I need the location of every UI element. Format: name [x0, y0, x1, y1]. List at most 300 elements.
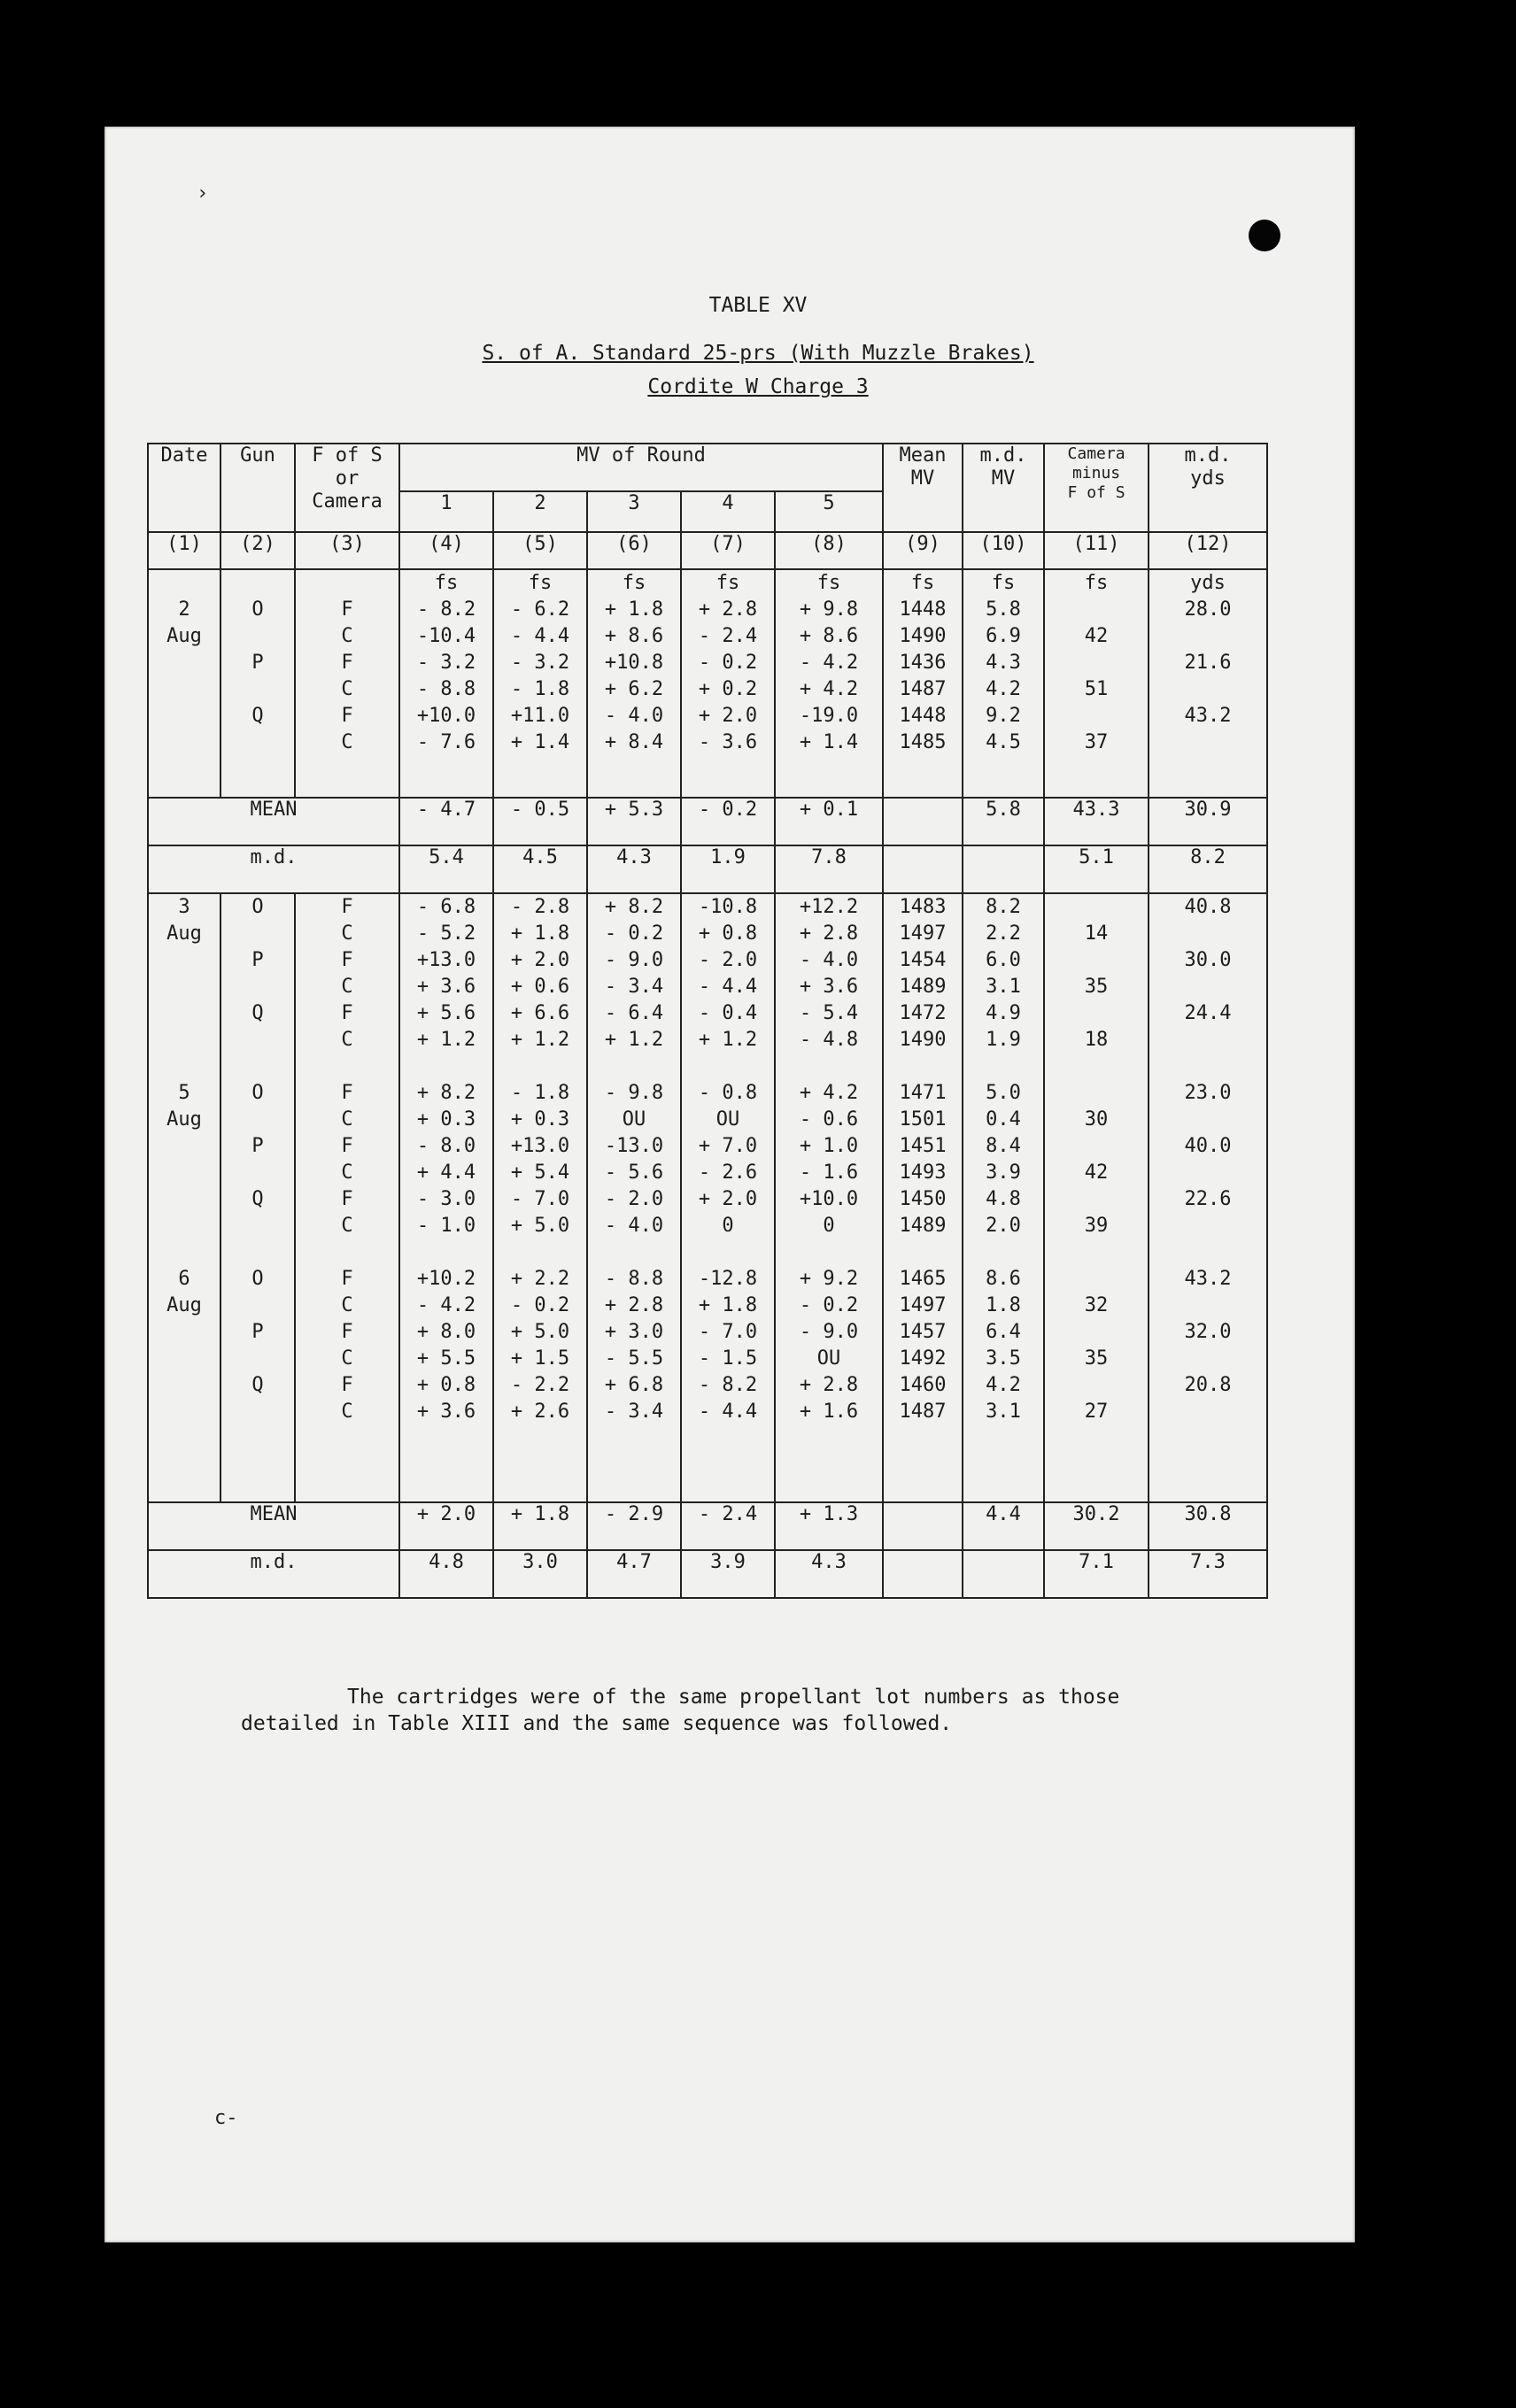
- cell-r2: + 1.5: [510, 1347, 570, 1370]
- cell-r2: + 2.2: [510, 1268, 570, 1290]
- cell-fos: F: [341, 1135, 353, 1157]
- cell-r3: - 5.5: [604, 1347, 664, 1370]
- summary-camera: 30.2: [1044, 1502, 1149, 1550]
- cell-md: 2.0: [986, 1215, 1021, 1237]
- cell-r2: +13.0: [510, 1135, 570, 1157]
- hdr-round-2: 2: [493, 491, 587, 532]
- cell-r2: - 6.2: [510, 598, 570, 621]
- cell-gun: Q: [251, 1374, 264, 1396]
- cell-gun: P: [251, 949, 264, 971]
- cell-r1: +10.2: [416, 1268, 476, 1290]
- cell-r1: +13.0: [416, 949, 476, 971]
- hdr-round-4: 4: [681, 491, 775, 532]
- cell-md: 4.5: [986, 731, 1021, 753]
- cell-yds: 32.0: [1184, 1321, 1232, 1343]
- cell-yds: 24.4: [1184, 1002, 1232, 1024]
- cell-md: 3.9: [986, 1162, 1021, 1184]
- cell-date: [149, 1000, 220, 1027]
- cell-r4: -12.8: [698, 1268, 758, 1290]
- cell-r3: - 5.6: [604, 1162, 664, 1184]
- cell-gun: O: [251, 1268, 264, 1290]
- cell-fos: C: [341, 1215, 353, 1237]
- cell-date: 3: [178, 896, 190, 918]
- cell-r4: + 0.2: [698, 678, 758, 700]
- cell-r2: - 3.2: [510, 652, 570, 674]
- cell-mean: 1471: [899, 1082, 947, 1104]
- cell-md: 6.9: [986, 625, 1021, 647]
- cell-md: 5.8: [986, 598, 1021, 621]
- cell-mean: 1493: [899, 1162, 947, 1184]
- cell-r3: [588, 1054, 680, 1080]
- cell-gun: [221, 1054, 294, 1080]
- summary-round-5: + 0.1: [775, 798, 883, 845]
- cell-r1: - 8.8: [416, 678, 476, 700]
- unit-label: fs: [434, 572, 459, 594]
- cell-gun: O: [251, 598, 264, 621]
- cell-r3: + 8.2: [604, 896, 664, 918]
- cell-mean: 1487: [899, 678, 947, 700]
- cell-r2: + 0.6: [510, 976, 570, 998]
- hdr-round-1: 1: [399, 491, 493, 532]
- cell-gun: Q: [251, 1002, 264, 1024]
- unit-label: fs: [816, 572, 841, 594]
- cell-r5: + 1.6: [799, 1401, 859, 1423]
- cell-r4: - 4.4: [698, 976, 758, 998]
- cell-cam: 30: [1084, 1108, 1109, 1131]
- summary-md-mv: 5.8: [963, 798, 1044, 845]
- unit-label: fs: [910, 572, 935, 594]
- cell-date: [149, 1372, 220, 1399]
- col-fos-cell: [295, 893, 399, 1502]
- col-cam-cell: [1044, 893, 1149, 1502]
- summary-yds: 30.9: [1149, 798, 1267, 845]
- cell-r5: + 2.8: [799, 922, 859, 945]
- cell-r5: + 9.8: [799, 598, 859, 621]
- cell-md: 8.6: [986, 1268, 1021, 1290]
- cell-mean: 1489: [899, 976, 947, 998]
- cell-r1: +10.0: [416, 705, 476, 727]
- summary-camera: 5.1: [1044, 845, 1149, 893]
- cell-cam: 42: [1084, 1162, 1109, 1184]
- cell-yds: [1149, 1107, 1266, 1133]
- cell-gun: O: [251, 1082, 264, 1104]
- cell-cam: 35: [1084, 976, 1109, 998]
- cell-r3: - 4.0: [604, 705, 664, 727]
- cell-date: [149, 1186, 220, 1213]
- cell-gun: [221, 1346, 294, 1372]
- cell-r1: + 8.0: [416, 1321, 476, 1343]
- cell-r4: - 0.8: [698, 1082, 758, 1104]
- cell-r2: - 2.2: [510, 1374, 570, 1396]
- cell-date: [149, 676, 220, 703]
- cell-fos: F: [341, 1002, 353, 1024]
- cell-yds: 30.0: [1184, 949, 1232, 971]
- cell-date: [149, 1239, 220, 1266]
- cell-r3: OU: [622, 1108, 646, 1131]
- cell-cam: [1045, 1319, 1148, 1346]
- hdr-date: Date: [148, 444, 220, 532]
- cell-yds: 40.0: [1184, 1135, 1232, 1157]
- cell-date: [149, 947, 220, 974]
- cell-gun: O: [251, 896, 264, 918]
- table-title: TABLE XV: [708, 294, 808, 317]
- cell-r1: + 1.2: [416, 1029, 476, 1051]
- cell-mean: [884, 1239, 962, 1266]
- cell-yds: [1149, 1027, 1266, 1054]
- col-r3-cell: [587, 893, 681, 1502]
- hdr-gun: Gun: [220, 444, 295, 532]
- cell-r5: + 1.0: [799, 1135, 859, 1157]
- cell-r1: - 6.8: [416, 896, 476, 918]
- cell-date: [149, 1319, 220, 1346]
- cell-r4: [682, 1239, 774, 1266]
- cell-date: [149, 1160, 220, 1186]
- summary-md-mv: [963, 1550, 1044, 1598]
- col-r5-cell: [775, 893, 883, 1502]
- cell-gun: P: [251, 1321, 264, 1343]
- cell-date: [149, 650, 220, 676]
- summary-round-2: + 1.8: [493, 1502, 587, 1550]
- spacer: [149, 570, 220, 597]
- cell-gun: [221, 729, 294, 756]
- cell-r4: + 1.8: [698, 1294, 758, 1316]
- cell-r5: [776, 1239, 882, 1266]
- cell-yds: [1149, 921, 1266, 947]
- summary-md-mv: 4.4: [963, 1502, 1044, 1550]
- cell-mean: 1448: [899, 705, 947, 727]
- cell-yds: [1149, 1054, 1266, 1080]
- cell-mean: 1485: [899, 731, 947, 753]
- cell-r2: + 0.3: [510, 1108, 570, 1131]
- summary-round-5: + 1.3: [775, 1502, 883, 1550]
- cell-cam: [1045, 1372, 1148, 1399]
- cell-fos: C: [341, 1029, 353, 1051]
- cell-fos: F: [341, 1374, 353, 1396]
- cell-r2: + 1.8: [510, 922, 570, 945]
- cell-fos: F: [341, 949, 353, 971]
- cell-md: 4.2: [986, 678, 1021, 700]
- col-yds-cell: [1149, 893, 1267, 1502]
- cell-date: Aug: [166, 625, 202, 647]
- md-label: m.d.: [148, 1550, 399, 1598]
- cell-yds: 22.6: [1184, 1188, 1232, 1210]
- cell-r5: - 0.2: [799, 1294, 859, 1316]
- summary-round-1: + 2.0: [399, 1502, 493, 1550]
- cell-cam: [1045, 1133, 1148, 1160]
- cell-date: 2: [178, 598, 190, 621]
- col-number: (9): [883, 532, 963, 569]
- spacer: [296, 570, 398, 597]
- col-md-cell: [963, 569, 1044, 798]
- cell-r2: - 2.8: [510, 896, 570, 918]
- footnote-line-2: detailed in Table XIII and the same sequence was followed.: [241, 1712, 953, 1735]
- cell-cam: 42: [1084, 625, 1109, 647]
- col-number: (4): [399, 532, 493, 569]
- cell-mean: 1448: [899, 598, 947, 621]
- cell-r3: - 9.8: [604, 1082, 664, 1104]
- cell-gun: [221, 623, 294, 650]
- hdr-mv-round: MV of Round: [399, 444, 883, 491]
- cell-r1: + 0.3: [416, 1108, 476, 1131]
- cell-r1: + 3.6: [416, 976, 476, 998]
- cell-r4: - 0.4: [698, 1002, 758, 1024]
- cell-date: [149, 1027, 220, 1054]
- cell-md: 2.2: [986, 922, 1021, 945]
- cell-mean: 1501: [899, 1108, 947, 1131]
- cell-fos: C: [341, 1108, 353, 1131]
- col-md-cell: [963, 893, 1044, 1502]
- col-date-cell: [148, 893, 220, 1502]
- col-r3-cell: [587, 569, 681, 798]
- col-r4-cell: [681, 569, 775, 798]
- summary-round-3: + 5.3: [587, 798, 681, 845]
- hdr-mean-mv: Mean MV: [883, 444, 963, 532]
- cell-md: 0.4: [986, 1108, 1021, 1131]
- cell-r4: OU: [715, 1108, 740, 1131]
- cell-gun: Q: [251, 1188, 264, 1210]
- cell-fos: C: [341, 678, 353, 700]
- col-r1-cell: [399, 893, 493, 1502]
- cell-md: 6.0: [986, 949, 1021, 971]
- cell-mean: 1492: [899, 1347, 947, 1370]
- col-number: (8): [775, 532, 883, 569]
- cell-mean: [884, 1054, 962, 1080]
- col-gun-cell: [220, 569, 295, 798]
- cell-r4: - 2.4: [698, 625, 758, 647]
- md-label: m.d.: [148, 845, 399, 893]
- cell-mean: 1451: [899, 1135, 947, 1157]
- cell-r1: + 5.5: [416, 1347, 476, 1370]
- cell-yds: [1149, 1399, 1266, 1425]
- cell-yds: 23.0: [1184, 1082, 1232, 1104]
- summary-yds: 30.8: [1149, 1502, 1267, 1550]
- cell-r5: [776, 1054, 882, 1080]
- summary-round-5: 4.3: [775, 1550, 883, 1598]
- unit-label: fs: [991, 572, 1016, 594]
- cell-r2: + 2.6: [510, 1401, 570, 1423]
- cell-r1: - 3.2: [416, 652, 476, 674]
- table-subtitle-2: Cordite W Charge 3: [647, 375, 869, 398]
- cell-mean: 1497: [899, 922, 947, 945]
- summary-round-2: 4.5: [493, 845, 587, 893]
- cell-r1: + 8.2: [416, 1082, 476, 1104]
- cell-yds: 28.0: [1184, 598, 1232, 621]
- cell-r5: - 0.6: [799, 1108, 859, 1131]
- col-fos-cell: [295, 569, 399, 798]
- cell-date: [149, 1346, 220, 1372]
- cell-md: 8.4: [986, 1135, 1021, 1157]
- cell-cam: [1045, 947, 1148, 974]
- spacer: [221, 570, 294, 597]
- cell-r4: - 2.0: [698, 949, 758, 971]
- cell-md: 9.2: [986, 705, 1021, 727]
- cell-r1: - 7.6: [416, 731, 476, 753]
- cell-fos: F: [341, 1188, 353, 1210]
- summary-round-4: 3.9: [681, 1550, 775, 1598]
- cell-date: Aug: [166, 1108, 202, 1131]
- cell-mean: 1489: [899, 1215, 947, 1237]
- cell-r5: - 4.2: [799, 652, 859, 674]
- cell-yds: [1149, 974, 1266, 1000]
- col-r4-cell: [681, 893, 775, 1502]
- cell-r1: + 4.4: [416, 1162, 476, 1184]
- cell-r4: 0: [722, 1215, 734, 1237]
- col-mean-cell: [883, 893, 963, 1502]
- cell-gun: [221, 1239, 294, 1266]
- cell-md: 3.1: [986, 976, 1021, 998]
- cell-r5: + 9.2: [799, 1268, 859, 1290]
- cell-md: 1.9: [986, 1029, 1021, 1051]
- cell-r3: + 1.2: [604, 1029, 664, 1051]
- cell-r3: [588, 1239, 680, 1266]
- cell-gun: P: [251, 1135, 264, 1157]
- col-r2-cell: [493, 569, 587, 798]
- summary-round-4: - 0.2: [681, 798, 775, 845]
- cell-date: 6: [178, 1268, 190, 1290]
- cell-yds: 43.2: [1184, 1268, 1232, 1290]
- summary-round-1: 5.4: [399, 845, 493, 893]
- unit-label: fs: [715, 572, 740, 594]
- cell-r3: + 8.6: [604, 625, 664, 647]
- cell-date: [149, 974, 220, 1000]
- cell-fos: C: [341, 1162, 353, 1184]
- cell-md: 1.8: [986, 1294, 1021, 1316]
- cell-r3: + 6.8: [604, 1374, 664, 1396]
- cell-r4: + 0.8: [698, 922, 758, 945]
- cell-cam: [1045, 597, 1148, 623]
- cell-r4: + 2.0: [698, 1188, 758, 1210]
- cell-r4: - 8.2: [698, 1374, 758, 1396]
- punch-hole: [1249, 220, 1280, 251]
- hdr-round-3: 3: [587, 491, 681, 532]
- cell-r1: + 3.6: [416, 1401, 476, 1423]
- cell-fos: C: [341, 1347, 353, 1370]
- cell-mean: 1472: [899, 1002, 947, 1024]
- mean-label: MEAN: [148, 798, 399, 845]
- col-mean-cell: [883, 569, 963, 798]
- col-number: (12): [1149, 532, 1267, 569]
- cell-r5: - 5.4: [799, 1002, 859, 1024]
- cell-gun: [221, 974, 294, 1000]
- cell-r1: - 5.2: [416, 922, 476, 945]
- cell-r4: - 3.6: [698, 731, 758, 753]
- mean-label: MEAN: [148, 1502, 399, 1550]
- summary-round-3: 4.3: [587, 845, 681, 893]
- cell-r3: + 2.8: [604, 1294, 664, 1316]
- cell-r2: - 7.0: [510, 1188, 570, 1210]
- summary-mean-mv: [883, 845, 963, 893]
- cell-r5: + 2.8: [799, 1374, 859, 1396]
- summary-round-4: - 2.4: [681, 1502, 775, 1550]
- cell-r2: + 1.4: [510, 731, 570, 753]
- summary-camera: 7.1: [1044, 1550, 1149, 1598]
- cell-cam: 32: [1084, 1294, 1109, 1316]
- cell-r5: - 4.8: [799, 1029, 859, 1051]
- cell-r4: + 1.2: [698, 1029, 758, 1051]
- col-number: (6): [587, 532, 681, 569]
- cell-fos: [296, 1239, 398, 1266]
- cell-r3: + 6.2: [604, 678, 664, 700]
- cell-r4: + 2.8: [698, 598, 758, 621]
- cell-md: [963, 1054, 1043, 1080]
- cell-date: [149, 703, 220, 729]
- unit-label: yds: [1190, 572, 1226, 594]
- col-r5-cell: [775, 569, 883, 798]
- cell-fos: F: [341, 598, 353, 621]
- cell-mean: 1460: [899, 1374, 947, 1396]
- cell-fos: C: [341, 625, 353, 647]
- cell-date: Aug: [166, 1294, 202, 1316]
- cell-r4: - 7.0: [698, 1321, 758, 1343]
- cell-r2: +11.0: [510, 705, 570, 727]
- cell-cam: [1045, 650, 1148, 676]
- cell-mean: 1465: [899, 1268, 947, 1290]
- col-number: (3): [295, 532, 399, 569]
- cell-r3: - 4.0: [604, 1215, 664, 1237]
- cell-yds: [1149, 676, 1266, 703]
- cell-gun: [221, 921, 294, 947]
- cell-r5: + 1.4: [799, 731, 859, 753]
- cell-r1: + 5.6: [416, 1002, 476, 1024]
- cell-fos: C: [341, 731, 353, 753]
- summary-camera: 43.3: [1044, 798, 1149, 845]
- cell-cam: 14: [1084, 922, 1109, 945]
- summary-round-4: 1.9: [681, 845, 775, 893]
- cell-date: [149, 1399, 220, 1425]
- hdr-round-5: 5: [775, 491, 883, 532]
- cell-r2: + 6.6: [510, 1002, 570, 1024]
- col-number: (7): [681, 532, 775, 569]
- cell-r2: [494, 1239, 586, 1266]
- cell-r3: +10.8: [604, 652, 664, 674]
- cell-r1: - 1.0: [416, 1215, 476, 1237]
- cell-yds: 20.8: [1184, 1374, 1232, 1396]
- col-number: (2): [220, 532, 295, 569]
- unit-label: fs: [622, 572, 646, 594]
- cell-cam: [1045, 1000, 1148, 1027]
- cell-gun: [221, 676, 294, 703]
- cell-cam: [1045, 1186, 1148, 1213]
- footnote: [241, 1684, 1197, 1737]
- cell-fos: F: [341, 705, 353, 727]
- cell-cam: [1045, 1239, 1148, 1266]
- cell-md: [963, 1239, 1043, 1266]
- cell-gun: P: [251, 652, 264, 674]
- col-r1-cell: [399, 569, 493, 798]
- cell-r5: 0: [823, 1215, 835, 1237]
- table-subtitle: S. of A. Standard 25-prs (With Muzzle Brakes): [482, 342, 1034, 365]
- col-yds-cell: [1149, 569, 1267, 798]
- cell-cam: 27: [1084, 1401, 1109, 1423]
- cell-cam: 35: [1084, 1347, 1109, 1370]
- cell-r3: - 6.4: [604, 1002, 664, 1024]
- cell-yds: [1149, 1346, 1266, 1372]
- cell-r3: - 3.4: [604, 976, 664, 998]
- cell-cam: [1045, 1080, 1148, 1107]
- summary-round-1: - 4.7: [399, 798, 493, 845]
- cell-md: 4.3: [986, 652, 1021, 674]
- cell-yds: [1149, 1213, 1266, 1239]
- cell-r1: - 4.2: [416, 1294, 476, 1316]
- cell-r5: - 9.0: [799, 1321, 859, 1343]
- cell-gun: [221, 1213, 294, 1239]
- cell-r4: - 0.2: [698, 652, 758, 674]
- cell-md: 3.5: [986, 1347, 1021, 1370]
- cell-md: 4.2: [986, 1374, 1021, 1396]
- cell-yds: 21.6: [1184, 652, 1232, 674]
- summary-md-mv: [963, 845, 1044, 893]
- cell-r1: - 3.0: [416, 1188, 476, 1210]
